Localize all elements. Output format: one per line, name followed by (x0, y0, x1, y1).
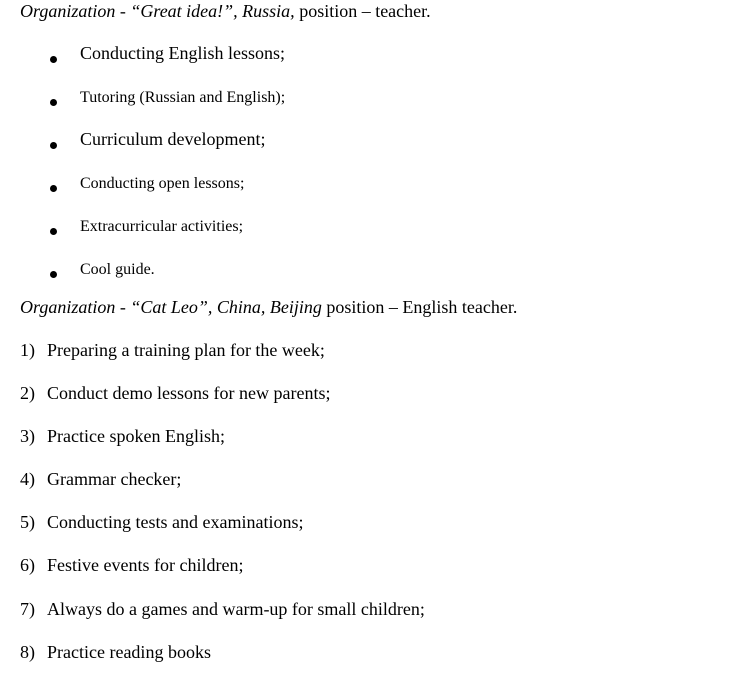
duties-numbered-list (0, 339, 753, 684)
list-item-text: Conducting English lessons; (80, 43, 286, 63)
list-item-text: Extracurricular activities; (80, 218, 244, 235)
list-item-number: 5) (20, 512, 35, 533)
organization-name: “Cat Leo”, China, Beijing (130, 297, 322, 317)
bullet-icon (50, 228, 57, 235)
list-item (0, 554, 753, 597)
bullet-icon (50, 185, 57, 192)
organization-label: Organization - (20, 1, 131, 21)
list-item-text: Festive events for children; (47, 555, 244, 576)
list-item (0, 128, 753, 171)
list-item-text: Grammar checker; (47, 469, 182, 490)
list-item-number: 6) (20, 555, 35, 576)
list-item-text: Practice reading books (47, 641, 211, 662)
list-item (0, 425, 753, 468)
list-item-text: Curriculum development; (80, 129, 266, 149)
list-item-text: Conducting open lessons; (80, 175, 245, 192)
organization-line-1 (20, 0, 431, 22)
list-item-number: 8) (20, 641, 35, 662)
list-item (0, 214, 753, 257)
list-item (0, 339, 753, 382)
list-item-text: Cool guide. (80, 261, 155, 278)
list-item-text: Conduct demo lessons for new parents; (47, 383, 331, 404)
list-item (0, 382, 753, 425)
list-item-text: Preparing a training plan for the week; (47, 340, 325, 360)
list-item (0, 42, 753, 85)
list-item (0, 171, 753, 214)
list-item (0, 85, 753, 128)
list-item-text: Tutoring (Russian and English); (80, 89, 286, 106)
list-item (0, 598, 753, 641)
list-item-text: Practice spoken English; (47, 426, 225, 447)
list-item-number: 3) (20, 426, 35, 447)
list-item-number: 4) (20, 469, 35, 490)
list-item (0, 511, 753, 554)
bullet-icon (50, 56, 57, 63)
position-text: position – English teacher. (321, 297, 518, 317)
organization-line-2 (20, 296, 517, 318)
list-item (0, 257, 753, 300)
list-item (0, 641, 753, 684)
position-text: position – teacher. (294, 1, 431, 21)
list-item-number: 7) (20, 598, 35, 619)
list-item-number: 1) (20, 340, 35, 360)
list-item (0, 468, 753, 511)
duties-bullet-list (0, 42, 753, 300)
bullet-icon (50, 99, 57, 106)
list-item-number: 2) (20, 383, 35, 404)
bullet-icon (50, 142, 57, 149)
organization-label: Organization - (20, 297, 131, 317)
bullet-icon (50, 271, 57, 278)
organization-name: “Great idea!”, Russia, (130, 1, 295, 21)
list-item-text: Always do a games and warm-up for small children; (47, 598, 425, 619)
list-item-text: Conducting tests and examinations; (47, 512, 304, 533)
